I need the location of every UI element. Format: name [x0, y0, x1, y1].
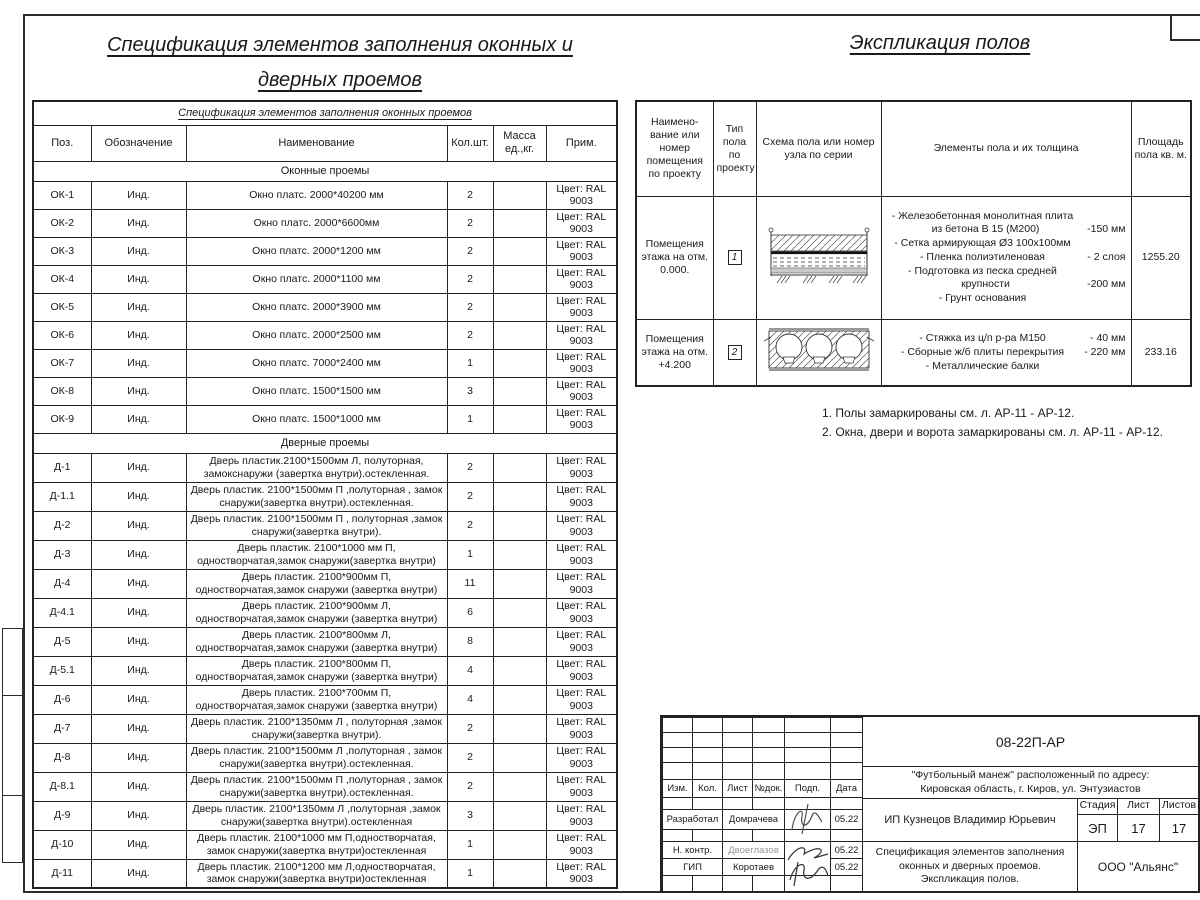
mass-cell: [493, 801, 546, 830]
signature-row: ГИП Коротаев 05.22: [663, 859, 863, 876]
table-row: Д-3 Инд. Дверь пластик. 2100*1000 мм П, одностворчатая,замок снаружи(завертка внутри) 1 Цвет: RAL 9003: [33, 540, 617, 569]
stage-label: Стадия: [1077, 799, 1117, 815]
mass-cell: [493, 209, 546, 237]
col-header-kol: Кол.: [693, 780, 723, 798]
spec-table-caption: Спецификация элементов заполнения оконных проемов: [33, 101, 617, 125]
sheet-number: 17: [1117, 815, 1159, 842]
col-header-mark: Обозначение: [91, 125, 186, 161]
sheets-total: 17: [1159, 815, 1198, 842]
floor-element: - Железобетонная монолитная плита из бетона В 15 (М200) -150 мм: [891, 209, 1126, 235]
floor-element: - Подготовка из песка средней крупности -200 мм: [908, 265, 1126, 291]
mass-cell: [493, 293, 546, 321]
page-title-left: [60, 28, 620, 98]
floors-table: [635, 100, 1192, 387]
floors-header-row: [636, 101, 1191, 196]
floor-area-value: 233.16: [1131, 319, 1191, 386]
table-row: Д-8 Инд. Дверь пластик. 2100*1500мм Л ,полуторная , замок снаружи(завертка внутри).остекленная. 2 Цвет: RAL 9003: [33, 743, 617, 772]
note-line: 2. Окна, двери и ворота замаркированы см. л. АР-11 - АР-12.: [822, 424, 1163, 439]
page-title-right: Экспликация полов: [849, 32, 1031, 54]
floor-elements-cell: [881, 319, 1131, 386]
floor-element: - Сборные ж/б плиты перекрытия - 220 мм: [900, 345, 1126, 358]
table-row: Д-11 Инд. Дверь пластик. 2100*1200 мм Л,одностворчатая, замок снаружи(завертка внутри)остекленная 1 Цвет: RAL 9003: [33, 859, 617, 888]
section-row-doors: Дверные проемы: [33, 433, 617, 453]
col-header-type: Тип пола по проекту: [713, 101, 756, 196]
floor-schema-cell: [756, 319, 881, 386]
table-row: Д-6 Инд. Дверь пластик. 2100*700мм П, одностворчатая,замок снаружи (завертка внутри) 4 Цвет: RAL 9003: [33, 685, 617, 714]
mass-cell: [493, 405, 546, 433]
sheet-notes: [822, 404, 1163, 441]
col-header-mass: Масса ед.,кг.: [493, 125, 546, 161]
company-name: ООО "Альянс": [1077, 842, 1198, 891]
floor-area-value: 1255.20: [1131, 196, 1191, 319]
col-header-area: Площадь пола кв. м.: [1131, 101, 1191, 196]
signature-grid: [662, 717, 863, 892]
siggrid-header-row: [663, 780, 863, 798]
sheets-label: Листов: [1159, 799, 1198, 815]
mass-cell: [493, 265, 546, 293]
mass-cell: [493, 511, 546, 540]
table-row: ОК-7 Инд. Окно платс. 7000*2400 мм 1 Цвет: RAL 9003: [33, 349, 617, 377]
mass-cell: [493, 627, 546, 656]
table-row: Д-2 Инд. Дверь пластик. 2100*1500мм П , полуторная ,замок снаружи(завертка внутри). 2 Цвет: RAL 9003: [33, 511, 617, 540]
mass-cell: [493, 349, 546, 377]
col-header-schema: Схема пола или номер узла по серии: [756, 101, 881, 196]
col-header-elements: Элементы пола и их толщина: [881, 101, 1131, 196]
col-header-data: Дата: [831, 780, 863, 798]
mass-cell: [493, 321, 546, 349]
floor-schema-1-image: [761, 225, 877, 285]
floor-element: - Сетка армирующая Ø3 100х100мм: [894, 236, 1071, 249]
table-row: ОК-8 Инд. Окно платс. 1500*1500 мм 3 Цвет: RAL 9003: [33, 377, 617, 405]
floor-elements-cell: [881, 196, 1131, 319]
sheet-label: Лист: [1117, 799, 1159, 815]
signature-image: [784, 842, 832, 888]
table-row: ОК-5 Инд. Окно платс. 2000*3900 мм 2 Цвет: RAL 9003: [33, 293, 617, 321]
table-row: Д-1.1 Инд. Дверь пластик. 2100*1500мм П ,полуторная , замок снаружи(завертка внутри).остекленная. 2 Цвет: RAL 9003: [33, 482, 617, 511]
mass-cell: [493, 482, 546, 511]
floor-element: - Пленка полиэтиленовая - 2 слоя: [920, 250, 1126, 263]
frame-margin-cells: [2, 628, 23, 863]
col-header-note: Прим.: [546, 125, 617, 161]
mass-cell: [493, 569, 546, 598]
mass-cell: [493, 656, 546, 685]
table-row: ОК-4 Инд. Окно платс. 2000*1100 мм 2 Цвет: RAL 9003: [33, 265, 617, 293]
section-row-windows: Оконные проемы: [33, 161, 617, 181]
floor-element: - Стяжка из ц/п р-ра М150 - 40 мм: [919, 331, 1126, 344]
client-name: ИП Кузнецов Владимир Юрьевич: [862, 799, 1077, 842]
mass-cell: [493, 453, 546, 482]
col-header-room: Наимено-вание или номер помещения по проекту: [636, 101, 713, 196]
col-header-izm: Изм.: [663, 780, 693, 798]
table-row: ОК-6 Инд. Окно платс. 2000*2500 мм 2 Цвет: RAL 9003: [33, 321, 617, 349]
mass-cell: [493, 181, 546, 209]
signature-row: Разработал Домрачева 05.22: [663, 810, 863, 830]
frame-left-border: [23, 14, 25, 893]
col-header-name: Наименование: [186, 125, 447, 161]
col-header-ndok: №док.: [753, 780, 785, 798]
title-block: [660, 715, 1200, 893]
stage-value: ЭП: [1077, 815, 1117, 842]
project-address: "Футбольный манеж" расположенный по адресу: Кировская область, г. Киров, ул. Энтузиастов: [862, 767, 1198, 799]
note-line: 1. Полы замаркированы см. л. АР-11 - АР-12.: [822, 406, 1075, 420]
mass-cell: [493, 743, 546, 772]
signature-cell: [785, 842, 831, 876]
mass-cell: [493, 598, 546, 627]
signature-cell: [785, 810, 831, 830]
signature-row: Н. контр. Двоеглазов 05.22: [663, 842, 863, 859]
floor-type-cell: 1: [713, 196, 756, 319]
table-row: Д-4 Инд. Дверь пластик. 2100*900мм П, одностворчатая,замок снаружи (завертка внутри) 11 Цвет: RAL 9003: [33, 569, 617, 598]
table-row: Д-8.1 Инд. Дверь пластик. 2100*1500мм П ,полуторная , замок снаружи(завертка внутри).остекленная. 2 Цвет: RAL 9003: [33, 772, 617, 801]
table-row: Помещения этажа на отм. +4.200 2 - Стяжка из ц/п р-ра М150 - 40 мм - Сборные ж/б плиты перекрытия - 220 мм - Металлические балки 233.16: [636, 319, 1191, 386]
col-header-list: Лист: [723, 780, 753, 798]
table-row: Д-4.1 Инд. Дверь пластик. 2100*900мм Л, одностворчатая,замок снаружи (завертка внутри) 6 Цвет: RAL 9003: [33, 598, 617, 627]
mass-cell: [493, 377, 546, 405]
spec-header-row: [33, 125, 617, 161]
table-row: Помещения этажа на отм. 0.000. 1 - Железобетонная монолитная плита из бетона В 15 (М200) -150 мм - Сетка армирующая Ø3 100х100мм - Пленка полиэтиленовая - 2 слоя - Подготовка из песка средней крупности -200 мм - Грунт основания 1255.20: [636, 196, 1191, 319]
doc-title: Спецификация элементов заполнения оконных и дверных проемов. Экспликация полов.: [862, 842, 1077, 891]
table-row: Д-7 Инд. Дверь пластик. 2100*1350мм Л , полуторная ,замок снаружи(завертка внутри). 2 Цвет: RAL 9003: [33, 714, 617, 743]
table-row: ОК-1 Инд. Окно платс. 2000*40200 мм 2 Цвет: RAL 9003: [33, 181, 617, 209]
floor-type-cell: 2: [713, 319, 756, 386]
page-title-left-line1: Спецификация элементов заполнения оконных и: [107, 34, 573, 56]
floor-element: - Грунт основания: [938, 292, 1027, 305]
table-row: Д-10 Инд. Дверь пластик. 2100*1000 мм П,одностворчатая, замок снаружи(завертка внутри)остекленная 1 Цвет: RAL 9003: [33, 830, 617, 859]
table-row: ОК-9 Инд. Окно платс. 1500*1000 мм 1 Цвет: RAL 9003: [33, 405, 617, 433]
mass-cell: [493, 830, 546, 859]
table-row: Д-9 Инд. Дверь пластик. 2100*1350мм Л ,полуторная ,замок снаружи(завертка внутри).остекленная 3 Цвет: RAL 9003: [33, 801, 617, 830]
table-row: ОК-3 Инд. Окно платс. 2000*1200 мм 2 Цвет: RAL 9003: [33, 237, 617, 265]
col-header-qty: Кол.шт.: [447, 125, 493, 161]
mass-cell: [493, 237, 546, 265]
frame-top-border: [23, 14, 1200, 16]
col-header-podp: Подп.: [785, 780, 831, 798]
mass-cell: [493, 772, 546, 801]
mass-cell: [493, 714, 546, 743]
table-row: ОК-2 Инд. Окно платс. 2000*6600мм 2 Цвет: RAL 9003: [33, 209, 617, 237]
signature-image: [784, 800, 830, 838]
spec-table: [32, 100, 618, 889]
floor-schema-cell: [756, 196, 881, 319]
doc-code: 08-22П-АР: [862, 717, 1198, 767]
mass-cell: [493, 685, 546, 714]
table-row: Д-5 Инд. Дверь пластик. 2100*800мм Л, одностворчатая,замок снаружи (завертка внутри) 8 Цвет: RAL 9003: [33, 627, 617, 656]
page-title-left-line2: дверных проемов: [257, 69, 422, 91]
table-row: Д-5.1 Инд. Дверь пластик. 2100*800мм П, одностворчатая,замок снаружи (завертка внутри) 4 Цвет: RAL 9003: [33, 656, 617, 685]
col-header-pos: Поз.: [33, 125, 91, 161]
mass-cell: [493, 540, 546, 569]
mass-cell: [493, 859, 546, 888]
table-row: Д-1 Инд. Дверь пластик.2100*1500мм Л, полуторная, замокснаружи (завертка внутри).остекленная. 2 Цвет: RAL 9003: [33, 453, 617, 482]
floor-schema-2-image: [761, 326, 877, 374]
floor-element: - Металлические балки: [925, 359, 1040, 372]
